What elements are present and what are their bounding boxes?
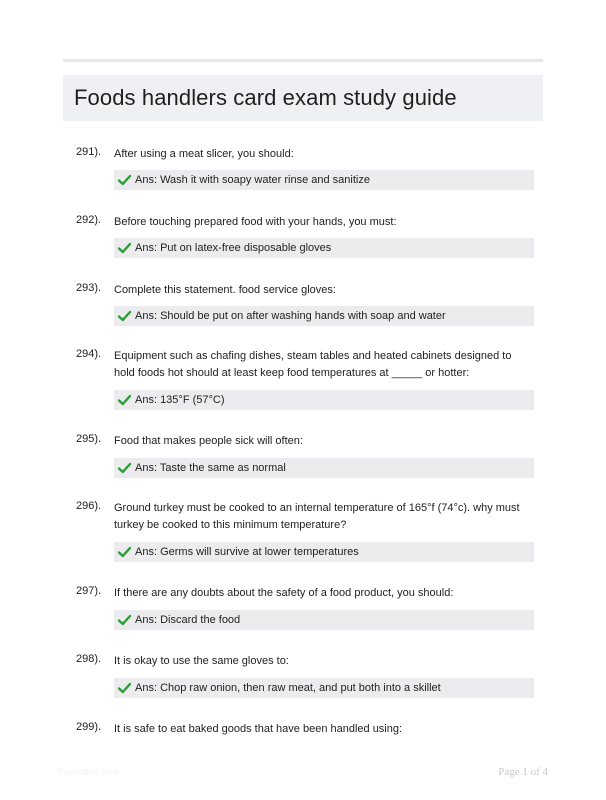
footer-site-watermark: Papertible.com — [58, 767, 119, 777]
question-text: Food that makes people sick will often: — [114, 435, 303, 447]
page-number: Page 1 of 4 — [498, 766, 548, 778]
answer-box — [114, 610, 534, 630]
answer-box — [114, 678, 534, 698]
question-number: 294). — [76, 348, 102, 360]
question-text: Complete this statement. food service gloves: — [114, 284, 336, 296]
answer-text: Ans: Wash it with soapy water rinse and sanitize — [135, 174, 370, 186]
question-text: Before touching prepared food with your hands, you must: — [114, 216, 397, 228]
question-text: If there are any doubts about the safety of a food product, you should: — [114, 587, 454, 599]
answer-box — [114, 238, 534, 258]
answer-box — [114, 306, 534, 326]
answer-text: Ans: Taste the same as normal — [135, 462, 286, 474]
question-text: It is okay to use the same gloves to: — [114, 655, 289, 667]
check-icon — [118, 394, 131, 406]
question-text: After using a meat slicer, you should: — [114, 148, 294, 160]
page-title: Foods handlers card exam study guide — [74, 85, 457, 110]
answer-text: Ans: 135°F (57°C) — [135, 394, 225, 406]
question-number: 297). — [76, 585, 102, 597]
answer-text: Ans: Should be put on after washing hands with soap and water — [135, 310, 446, 322]
check-icon — [118, 242, 131, 254]
question-number: 299). — [76, 721, 102, 733]
top-divider — [63, 59, 543, 62]
question-text: Equipment such as chafing dishes, steam tables and heated cabinets designed to hold foods hot should at least keep food temperatures at _____ or hotter: — [114, 350, 512, 379]
check-icon — [118, 682, 131, 694]
answer-text: Ans: Discard the food — [135, 614, 241, 626]
answer-box — [114, 390, 534, 410]
question-text: It is safe to eat baked goods that have been handled using: — [114, 723, 403, 735]
title-banner — [63, 75, 543, 121]
answer-text: Ans: Chop raw onion, then raw meat, and put both into a skillet — [135, 682, 441, 694]
check-icon — [118, 614, 131, 626]
question-number: 292). — [76, 214, 102, 226]
check-icon — [118, 462, 131, 474]
check-icon — [118, 546, 131, 558]
question-number: 296). — [76, 500, 102, 512]
question-number: 298). — [76, 653, 102, 665]
answer-box — [114, 542, 534, 562]
answer-text: Ans: Put on latex-free disposable gloves — [135, 242, 332, 254]
check-icon — [118, 174, 131, 186]
question-text: Ground turkey must be cooked to an internal temperature of 165°f (74°c). why must turkey be cooked to this minimum temperature? — [114, 502, 520, 531]
question-number: 295). — [76, 433, 102, 445]
check-icon — [118, 310, 131, 322]
question-number: 291). — [76, 146, 102, 158]
answer-box — [114, 170, 534, 190]
question-number: 293). — [76, 282, 102, 294]
answer-box — [114, 458, 534, 478]
answer-text: Ans: Germs will survive at lower temperatures — [135, 546, 359, 558]
